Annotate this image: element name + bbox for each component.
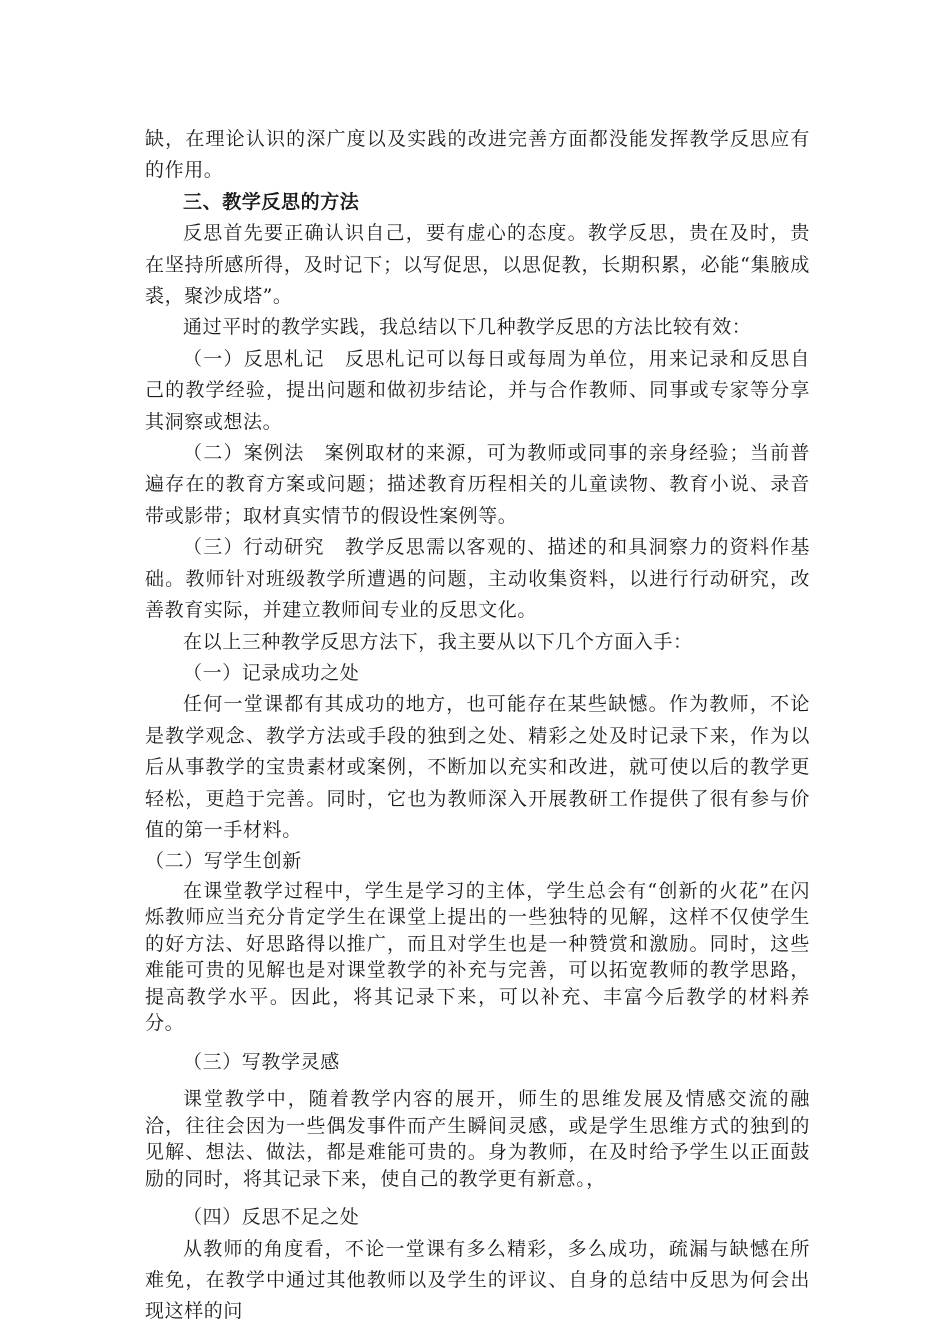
subheading-teaching-inspiration: （三）写教学灵感 xyxy=(183,1050,340,1073)
paragraph-record-success: 任何一堂课都有其成功的地方，也可能存在某些缺憾。作为教师，不论是教学观念、教学方法或手段的独到之处、精彩之处及时记录下来，作为以后从事教学的宝贵素材或案例，不断加以充实和改进，就可使以后的教学更轻松，更趋于完善。同时，它也为教师深入开展教研工作提供了很有参与价值的第一手材料。 xyxy=(145,693,810,841)
paragraph-aspects-intro: 在以上三种教学反思方法下，我主要从以下几个方面入手： xyxy=(183,630,693,653)
paragraph-method-case: （二）案例法 案例取材的来源，可为教师或同事的亲身经验；当前普遍存在的教育方案或问题；描述教育历程相关的儿童读物、教育小说、录音带或影带；取材真实情节的假设性案例等。 xyxy=(145,442,810,527)
paragraph-teaching-inspiration: 课堂教学中，随着教学内容的展开，师生的思维发展及情感交流的融洽，往往会因为一些偶发事件而产生瞬间灵感，或是学生思维方式的独到的见解、想法、做法，都是难能可贵的。身为教师，在及时给予学生以正面鼓励的同时，将其记录下来，使自己的教学更有新意。， xyxy=(145,1088,810,1190)
paragraph-student-innovation: 在课堂教学过程中，学生是学习的主体，学生总会有“创新的火花”在闪烁教师应当充分肯定学生在课堂上提出的一些独特的见解，这样不仅使学生的好方法、好思路得以推广，而且对学生也是一种赞赏和激励。同时，这些难能可贵的见解也是对课堂教学的补充与完善，可以拓宽教师的教学思路，提高教学水平。因此，将其记录下来，可以补充、丰富今后教学的材料养分。 xyxy=(145,879,810,1035)
paragraph-method-action-research: （三）行动研究 教学反思需以客观的、描述的和具洞察力的资料作基础。教师针对班级教学所遭遇的问题，主动收集资料，以进行行动研究，改善教育实际，并建立教师间专业的反思文化。 xyxy=(145,536,810,622)
subheading-record-success: （一）记录成功之处 xyxy=(183,661,360,684)
paragraph-reflect-shortcomings: 从教师的角度看，不论一堂课有多么精彩，多么成功，疏漏与缺憾在所难免，在教学中通过其他教师以及学生的评议、自身的总结中反思为何会出现这样的问 xyxy=(145,1237,810,1323)
paragraph-continuation: 缺，在理论认识的深广度以及实践的改进完善方面都没能发挥教学反思应有的作用。 xyxy=(145,128,810,182)
paragraph-reflection-attitude: 反思首先要正确认识自己，要有虚心的态度。教学反思，贵在及时，贵在坚持所感所得，及时记下；以写促思，以思促教，长期积累，必能“集腋成裘，聚沙成塔”。 xyxy=(145,222,810,308)
paragraph-method-journal: （一）反思札记 反思札记可以每日或每周为单位，用来记录和反思自己的教学经验，提出问题和做初步结论，并与合作教师、同事或专家等分享其洞察或想法。 xyxy=(145,347,810,433)
subheading-reflect-shortcomings: （四）反思不足之处 xyxy=(183,1206,360,1229)
document-page xyxy=(145,124,810,1328)
paragraph-methods-intro: 通过平时的教学实践，我总结以下几种教学反思的方法比较有效： xyxy=(183,316,752,339)
section-heading-methods: 三、教学反思的方法 xyxy=(183,190,360,213)
subheading-student-innovation: （二）写学生创新 xyxy=(145,850,302,873)
